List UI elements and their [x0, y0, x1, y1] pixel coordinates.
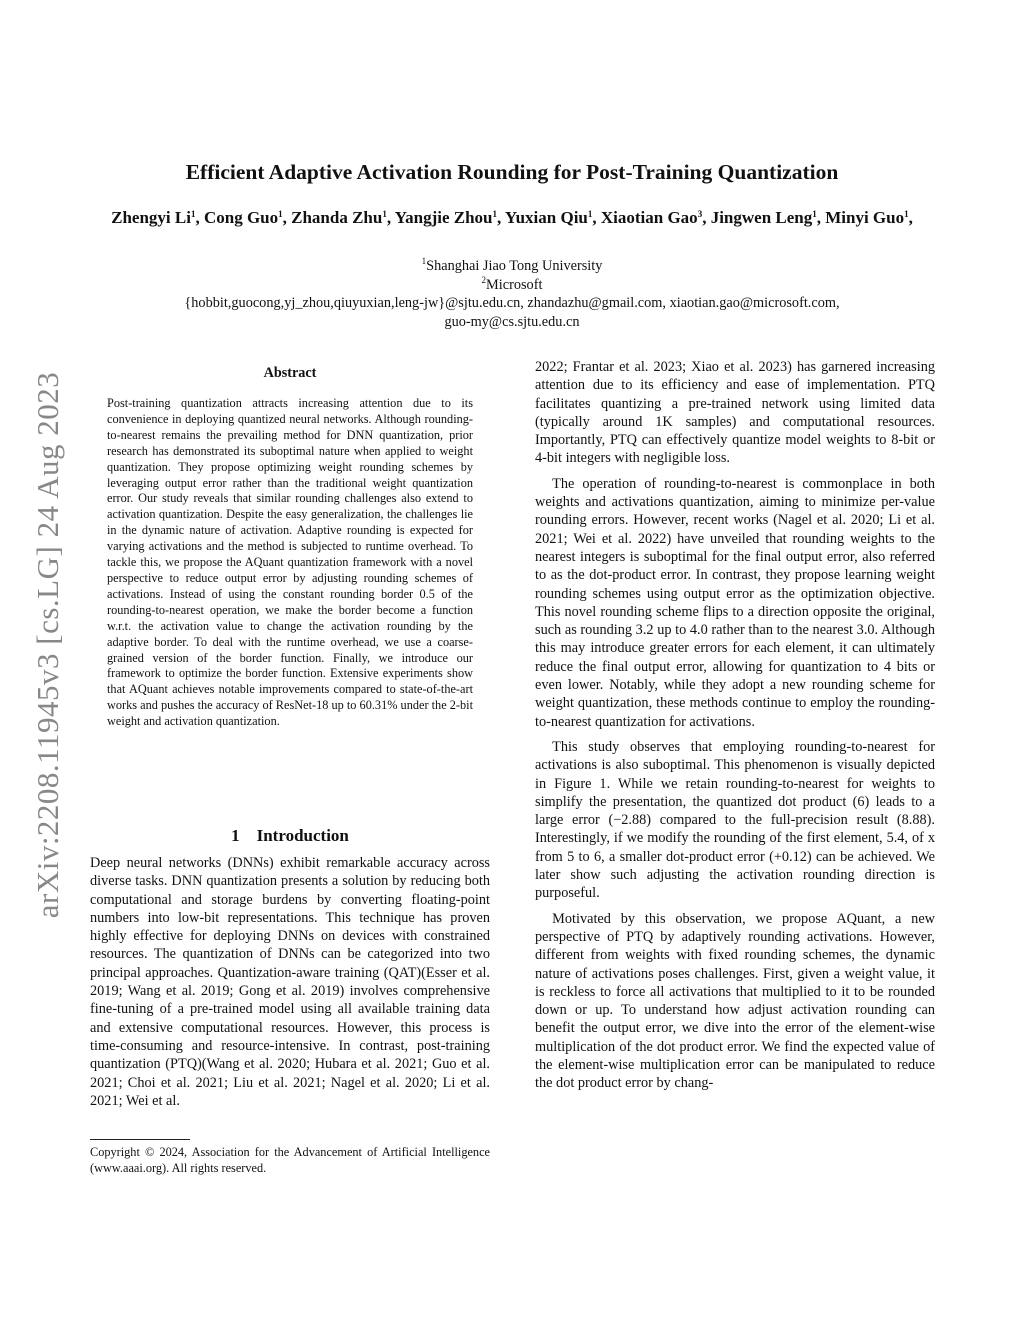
author-affiliation-mark: 3 — [697, 209, 703, 219]
author-name: Zhanda Zhu — [291, 208, 383, 227]
author-affiliation-mark: 1 — [904, 209, 909, 219]
author-affiliation-mark: 1 — [382, 209, 387, 219]
author-affiliation-mark: 1 — [492, 209, 497, 219]
footnote-rule — [90, 1139, 190, 1140]
affiliation-line: $^2$Microsoft — [481, 274, 543, 293]
author-name: Xiaotian Gao — [600, 208, 698, 227]
email-line: guo-my@cs.sjtu.edu.cn — [444, 313, 580, 330]
left-column-body — [90, 854, 490, 1110]
paragraph: Deep neural networks (DNNs) exhibit remarkable accuracy across diverse tasks. DNN quantization presents a solution by reducing both computational and storage burdens by converting floating-point numbers into low-bit representations. This technique has proven highly effective for deploying DNNs on devices with constrained resources. The quantization of DNNs can be categorized into two principal approaches. Quantization-aware training (QAT)(Esser et al. 2019; Wang et al. 2019; Gong et al. 2019) involves comprehensive fine-tuning of a pre-trained model using all available training data and extensive computational resources. However, this process is time-consuming and resource-intensive. In contrast, post-training quantization (PTQ)(Wang et al. 2020; Hubara et al. 2021; Guo et al. 2021; Choi et al. 2021; Liu et al. 2021; Nagel et al. 2020; Li et al. 2021; Wei et al. — [90, 855, 490, 1109]
affiliation-line: $^1$Shanghai Jiao Tong University — [421, 256, 603, 274]
author-affiliation-mark: 1 — [278, 209, 283, 219]
abstract-heading: Abstract — [263, 365, 317, 381]
author-name: Cong Guo — [203, 208, 279, 227]
author-name: Yuxian Qiu — [504, 208, 588, 227]
paragraph: 2022; Frantar et al. 2023; Xiao et al. 2023) has garnered increasing attention due to its efficiency and ease of implementation. PTQ facilitates quantizing a pre-trained network using limited data (typically around 1K samples) and computational resources. Importantly, PTQ can effectively quantize model weights to 8-bit or 4-bit integers with negligible loss. — [535, 359, 935, 467]
right-column-body — [535, 358, 935, 1100]
author-name: Jingwen Leng — [710, 208, 813, 227]
paper-title: Efficient Adaptive Activation Rounding for Post-Training Quantization — [185, 160, 839, 184]
section-heading-introduction: 1 Introduction — [231, 826, 349, 845]
author-name: Yangjie Zhou — [394, 208, 493, 227]
copyright-footnote: Copyright © 2024, Association for the Advancement of Artificial Intelligence (www.aaai.org). All rights reserved. — [90, 1145, 490, 1175]
author-list: Zhengyi Li$^1$, Cong Guo$^1$, Zhanda Zhu$^1$, Yangjie Zhou$^1$, Yuxian Qiu$^1$, Xiaotian Gao$^3$, Jingwen Leng$^1$, Minyi Guo$^1$, — [111, 208, 913, 227]
paragraph: This study observes that employing rounding-to-nearest for activations is also suboptimal. This phenomenon is visually depicted in Figure 1. While we retain rounding-to-nearest for weights to simplify the presentation, the quantized dot product (6) leads to a large error (−2.88) compared to the full-precision result (8.88). Interestingly, if we modify the rounding of the first element, 5.4, of x from 5 to 6, a smaller dot-product error (+0.12) can be achieved. We later show such adjusting the activation rounding direction is purposeful. — [535, 738, 935, 902]
paragraph: The operation of rounding-to-nearest is commonplace in both weights and activations quantization, aiming to minimize per-value rounding errors. However, recent works (Nagel et al. 2020; Li et al. 2021; Wei et al. 2022) have unveiled that rounding weights to the nearest integers is suboptimal for the final output error, also referred to as the dot-product error. In contrast, they propose learning weight rounding schemes using output error as the optimization objective. This novel rounding scheme flips to a direction opposite the original, such as rounding 3.2 up to 4.0 rather than to the nearest 3.0. Although this may introduce greater errors for each element, it can ultimately reduce the final output error, allowing for quantization to 4 bits or even lower. Notably, while they adopt a new rounding scheme for weight quantization, these methods continue to employ the rounding-to-nearest quantization for activations. — [535, 475, 935, 730]
author-name: Zhengyi Li — [111, 208, 191, 227]
email-line: {hobbit,guocong,yj_zhou,qiuyuxian,leng-jw}@sjtu.edu.cn, zhandazhu@gmail.com, xiaotian.gao@microsoft.com, — [184, 295, 840, 311]
author-affiliation-mark: 1 — [190, 209, 196, 219]
abstract-body: Post-training quantization attracts increasing attention due to its convenience in deploying quantized neural networks. Although rounding-to-nearest remains the prevailing method for DNN quantization, prior research has demonstrated its suboptimal nature when applied to weight quantization. They propose optimizing weight rounding schemes by leveraging output error rather than the traditional weight quantization error. Our study reveals that similar rounding challenges also extend to activation quantization. Despite the easy generalization, the challenges lie in the dynamic nature of activation. Adaptive rounding is expected for varying activations and the method is subjected to runtime overhead. To tackle this, we propose the AQuant quantization framework with a novel perspective to reduce output error by adjusting rounding schemes of activations. Instead of using the constant rounding border 0.5 of the rounding-to-nearest operation, we make the border become a function w.r.t. the activation value to change the activation rounding by the adaptive border. To deal with the runtime overhead, we use a coarse-grained version of the border function. Finally, we introduce our framework to optimize the border function. Extensive experiments show that AQuant achieves notable improvements compared to state-of-the-art works and pushes the accuracy of ResNet-18 up to 60.31% under the 2-bit weight and activation quantization. — [107, 396, 473, 729]
paragraph: Motivated by this observation, we propose AQuant, a new perspective of PTQ by adaptively rounding activations. However, different from weights with fixed rounding schemes, the dynamic nature of activations poses challenges. First, given a weight value, it is reckless to force all activations that multiplied to it to be rounded down or up. To understand how adjust activation rounding can benefit the output error, we dive into the error of the element-wise multiplication of the dot product error. We find the expected value of the element-wise multiplication error can be manipulated to reduce the dot product error by chang- — [535, 910, 935, 1092]
affiliations-block — [90, 257, 934, 331]
arxiv-stamp — [18, 345, 78, 945]
author-affiliation-mark: 1 — [587, 209, 593, 219]
arxiv-stamp-text: arXiv:2208.11945v3 [cs.LG] 24 Aug 2023 — [30, 371, 65, 919]
author-name: Minyi Guo — [825, 208, 905, 227]
author-affiliation-mark: 1 — [812, 209, 817, 219]
